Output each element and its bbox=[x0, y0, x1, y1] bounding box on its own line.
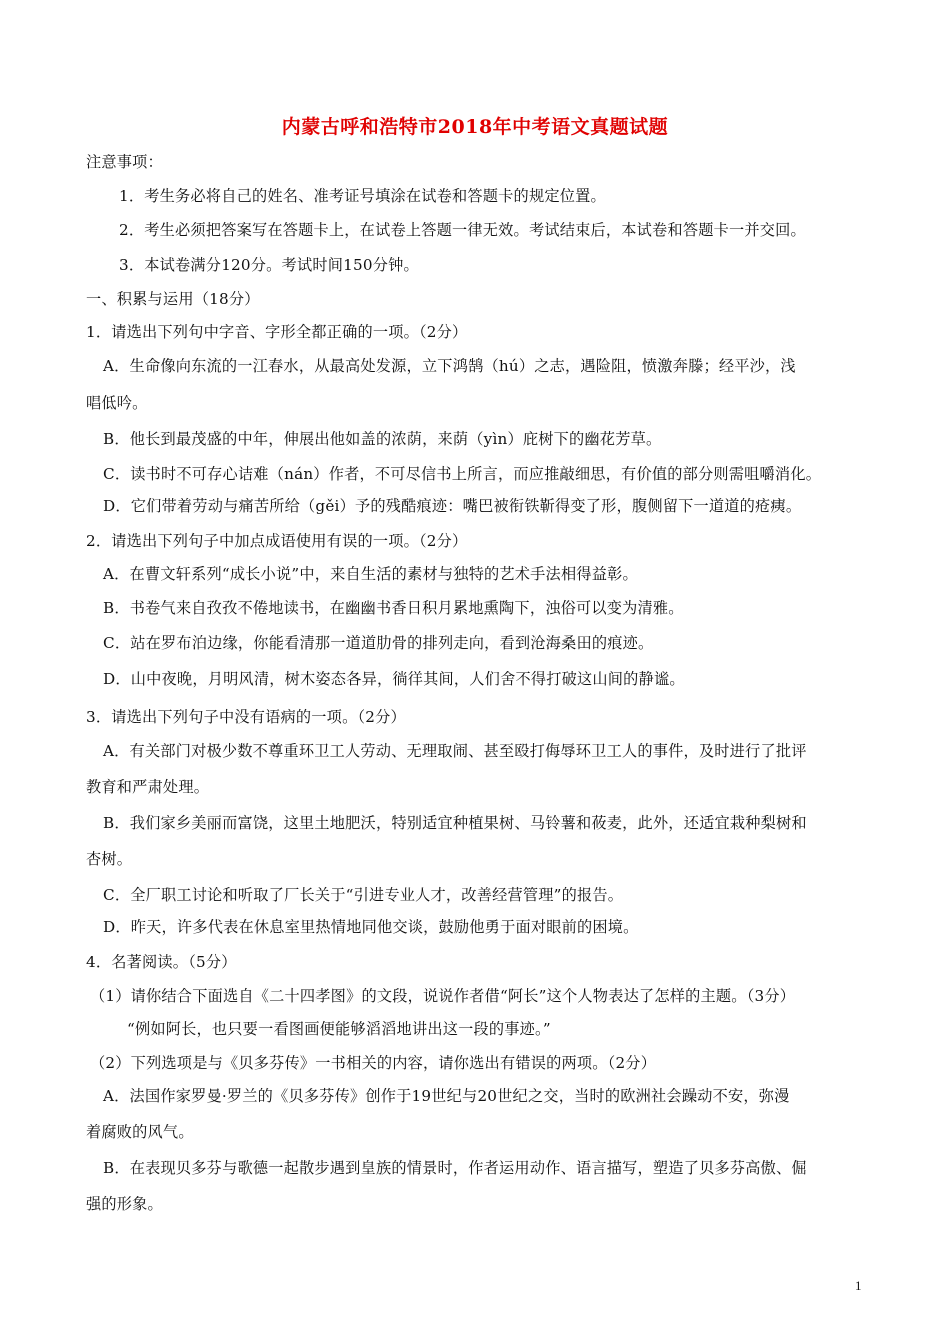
question-3-option-a: A．有关部门对极少数不尊重环卫工人劳动、无理取闹、甚至殴打侮辱环卫工人的事件，及时进行了批评 bbox=[103, 742, 807, 760]
question-4-part-2: （2）下列选项是与《贝多芬传》一书相关的内容，请你选出有错误的两项。（2分） bbox=[90, 1054, 657, 1072]
question-2-option-a: A．在曹文轩系列“成长小说”中，来自生活的素材与独特的艺术手法相得益彰。 bbox=[103, 565, 638, 583]
notice-item-3: 3．本试卷满分120分。考试时间150分钟。 bbox=[119, 256, 419, 274]
notice-item-1: 1．考生务必将自己的姓名、准考证号填涂在试卷和答题卡的规定位置。 bbox=[119, 187, 606, 205]
page-title: 内蒙古呼和浩特市2018年中考语文真题试题 bbox=[281, 116, 669, 138]
question-1-stem: 1．请选出下列句中字音、字形全都正确的一项。（2分） bbox=[86, 323, 468, 341]
question-2-option-c: C．站在罗布泊边缘，你能看清那一道道肋骨的排列走向，看到沧海桑田的痕迹。 bbox=[103, 634, 654, 652]
question-4-option-a: A．法国作家罗曼·罗兰的《贝多芬传》创作于19世纪与20世纪之交，当时的欧洲社会躁动不安，弥漫 bbox=[103, 1087, 790, 1105]
question-3-stem: 3．请选出下列句子中没有语病的一项。（2分） bbox=[86, 708, 406, 726]
question-1-option-c: C．读书时不可存心诘难（nán）作者，不可尽信书上所言，而应推敲细思，有价值的部分则需咀嚼消化。 bbox=[103, 465, 822, 483]
question-1-option-a: A．生命像向东流的一江春水，从最高处发源，立下鸿鹄（hú）之志，遇险阻，愤激奔滕；经平沙，浅 bbox=[103, 357, 796, 375]
notice-item-2: 2．考生必须把答案写在答题卡上，在试卷上答题一律无效。考试结束后，本试卷和答题卡一并交回。 bbox=[119, 221, 806, 239]
question-3-option-d: D．昨天，许多代表在休息室里热情地同他交谈，鼓励他勇于面对眼前的困境。 bbox=[103, 918, 639, 936]
notice-header: 注意事项： bbox=[86, 153, 163, 171]
question-2-option-b: B．书卷气来自孜孜不倦地读书，在幽幽书香日积月累地熏陶下，浊俗可以变为清雅。 bbox=[103, 599, 684, 617]
page-number: 1 bbox=[855, 1278, 862, 1293]
question-2-option-d: D．山中夜晚，月明风清，树木姿态各异，徜徉其间，人们舍不得打破这山间的静谧。 bbox=[103, 670, 685, 688]
section-heading: 一、积累与运用（18分） bbox=[86, 290, 260, 308]
question-1-option-a-cont: 唱低吟。 bbox=[86, 394, 148, 412]
question-1-option-d: D．它们带着劳动与痛苦所给（gěi）予的残酷痕迹：嘴巴被衔铁靳得变了形，腹侧留下一道道的疮痍。 bbox=[103, 497, 802, 515]
question-4-stem: 4．名著阅读。（5分） bbox=[86, 953, 237, 971]
question-4-option-a-cont: 着腐败的风气。 bbox=[86, 1123, 194, 1141]
question-4-part-1-quote: “例如阿长，也只要一看图画便能够滔滔地讲出这一段的事迹。” bbox=[127, 1020, 551, 1038]
question-4-option-b: B．在表现贝多芬与歌德一起散步遇到皇族的情景时，作者运用动作、语言描写，塑造了贝多芬高傲、倔 bbox=[103, 1159, 807, 1177]
question-3-option-a-cont: 教育和严肃处理。 bbox=[86, 778, 210, 796]
question-3-option-b-cont: 杏树。 bbox=[86, 850, 133, 868]
question-3-option-c: C．全厂职工讨论和听取了厂长关于“引进专业人才，改善经营管理”的报告。 bbox=[103, 886, 624, 904]
question-1-option-b: B．他长到最茂盛的中年，伸展出他如盖的浓荫，来荫（yìn）庇树下的幽花芳草。 bbox=[103, 430, 662, 448]
question-4-option-b-cont: 强的形象。 bbox=[86, 1195, 163, 1213]
question-3-option-b: B．我们家乡美丽而富饶，这里土地肥沃，特别适宜种植果树、马铃薯和莜麦，此外，还适宜栽种梨树和 bbox=[103, 814, 807, 832]
question-2-stem: 2．请选出下列句子中加点成语使用有误的一项。（2分） bbox=[86, 532, 468, 550]
question-4-part-1: （1）请你结合下面选自《二十四孝图》的文段，说说作者借“阿长”这个人物表达了怎样的主题。（3分） bbox=[90, 987, 796, 1005]
